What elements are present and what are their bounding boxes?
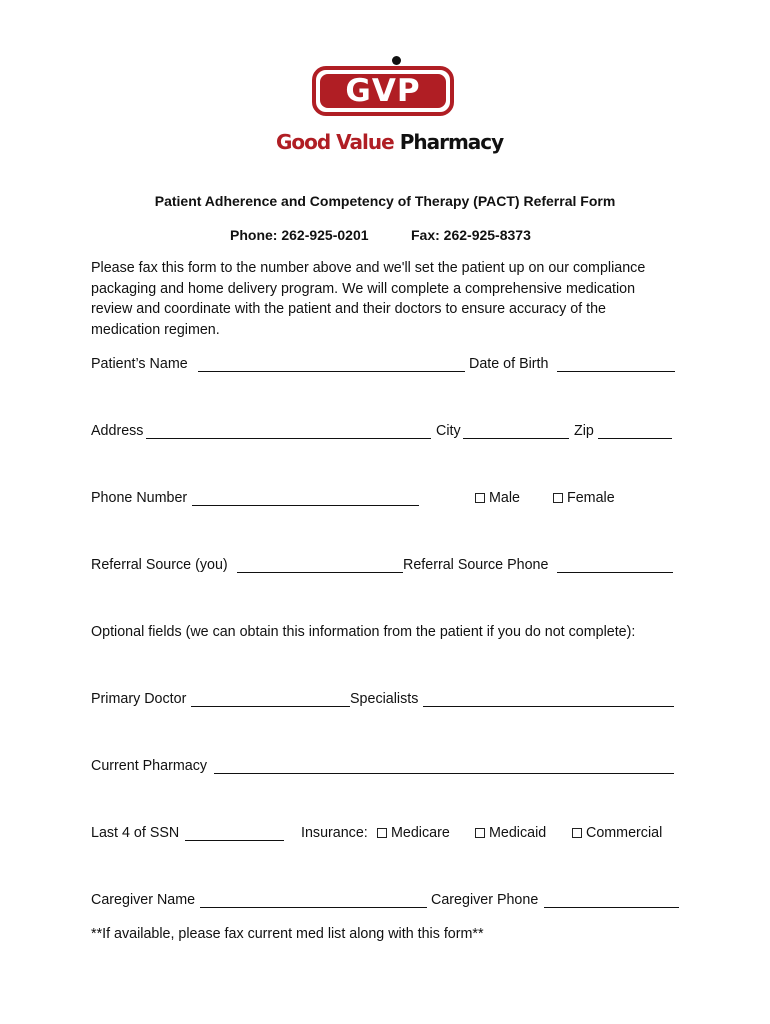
form-title: Patient Adherence and Competency of Therapy (PACT) Referral Form [154,193,616,209]
primary-doctor-label: Primary Doctor [91,691,187,707]
phone-number-field[interactable] [192,505,419,506]
logo-name-part2: Pharmacy [399,130,504,154]
male-checkbox[interactable] [475,493,485,503]
dob-label: Date of Birth [469,356,549,372]
specialists-field[interactable] [423,706,674,707]
logo-name-part1: Good Value [276,130,394,154]
intro-line: Please fax this form to the number above and we'll set the patient up on our compliance [91,260,646,276]
phone-number: Phone: 262-925-0201 [230,227,369,243]
male-option[interactable] [475,489,520,507]
caregiver-phone-label: Caregiver Phone [431,892,539,908]
medicare-label: Medicare [391,825,450,841]
patient-name-field[interactable] [198,371,465,372]
referral-source-field[interactable] [237,572,403,573]
gvp-logo [276,56,504,162]
specialists-label: Specialists [350,691,419,707]
intro-line: review and coordinate with the patient and their doctors to ensure accuracy of the [91,301,606,318]
footer-note: **If available, please fax current med list along with this form** [91,926,484,942]
female-option[interactable] [553,489,615,507]
primary-doctor-field[interactable] [191,706,350,707]
intro-line: packaging and home delivery program. We will complete a comprehensive medication [91,280,636,297]
commercial-label: Commercial [586,825,663,841]
referral-phone-label: Referral Source Phone [403,557,549,573]
optional-fields-note: Optional fields (we can obtain this information from the patient if you do not complete): [91,624,636,640]
medicaid-option[interactable] [475,824,546,842]
insurance-label: Insurance: [301,825,368,841]
last4-ssn-field[interactable] [185,840,284,841]
male-label: Male [489,490,520,506]
current-pharmacy-field[interactable] [214,773,674,774]
referral-phone-field[interactable] [557,572,673,573]
caregiver-name-label: Caregiver Name [91,892,196,908]
medicare-option[interactable] [377,824,450,842]
female-label: Female [567,490,615,506]
commercial-option[interactable] [572,824,662,842]
logo-badge-text: GVP [345,73,421,109]
patient-name-label: Patient’s Name [91,356,188,372]
intro-line: medication regimen. [91,322,220,339]
dob-field[interactable] [557,371,675,372]
intro-paragraph [91,258,691,341]
last4-ssn-label: Last 4 of SSN [91,825,180,841]
zip-field[interactable] [598,438,672,439]
caregiver-phone-field[interactable] [544,907,679,908]
fax-number: Fax: 262-925-8373 [411,227,531,243]
address-field[interactable] [146,438,431,439]
phone-number-label: Phone Number [91,490,188,506]
city-label: City [436,423,461,439]
address-label: Address [91,423,144,439]
city-field[interactable] [463,438,569,439]
medicaid-checkbox[interactable] [475,828,485,838]
zip-label: Zip [574,423,594,439]
logo-badge [312,66,454,116]
commercial-checkbox[interactable] [572,828,582,838]
medicare-checkbox[interactable] [377,828,387,838]
logo-pestle-dot [392,56,401,65]
logo-pharmacy-name [276,130,504,154]
referral-source-label: Referral Source (you) [91,557,228,573]
caregiver-name-field[interactable] [200,907,427,908]
medicaid-label: Medicaid [489,825,547,841]
current-pharmacy-label: Current Pharmacy [91,758,208,774]
female-checkbox[interactable] [553,493,563,503]
